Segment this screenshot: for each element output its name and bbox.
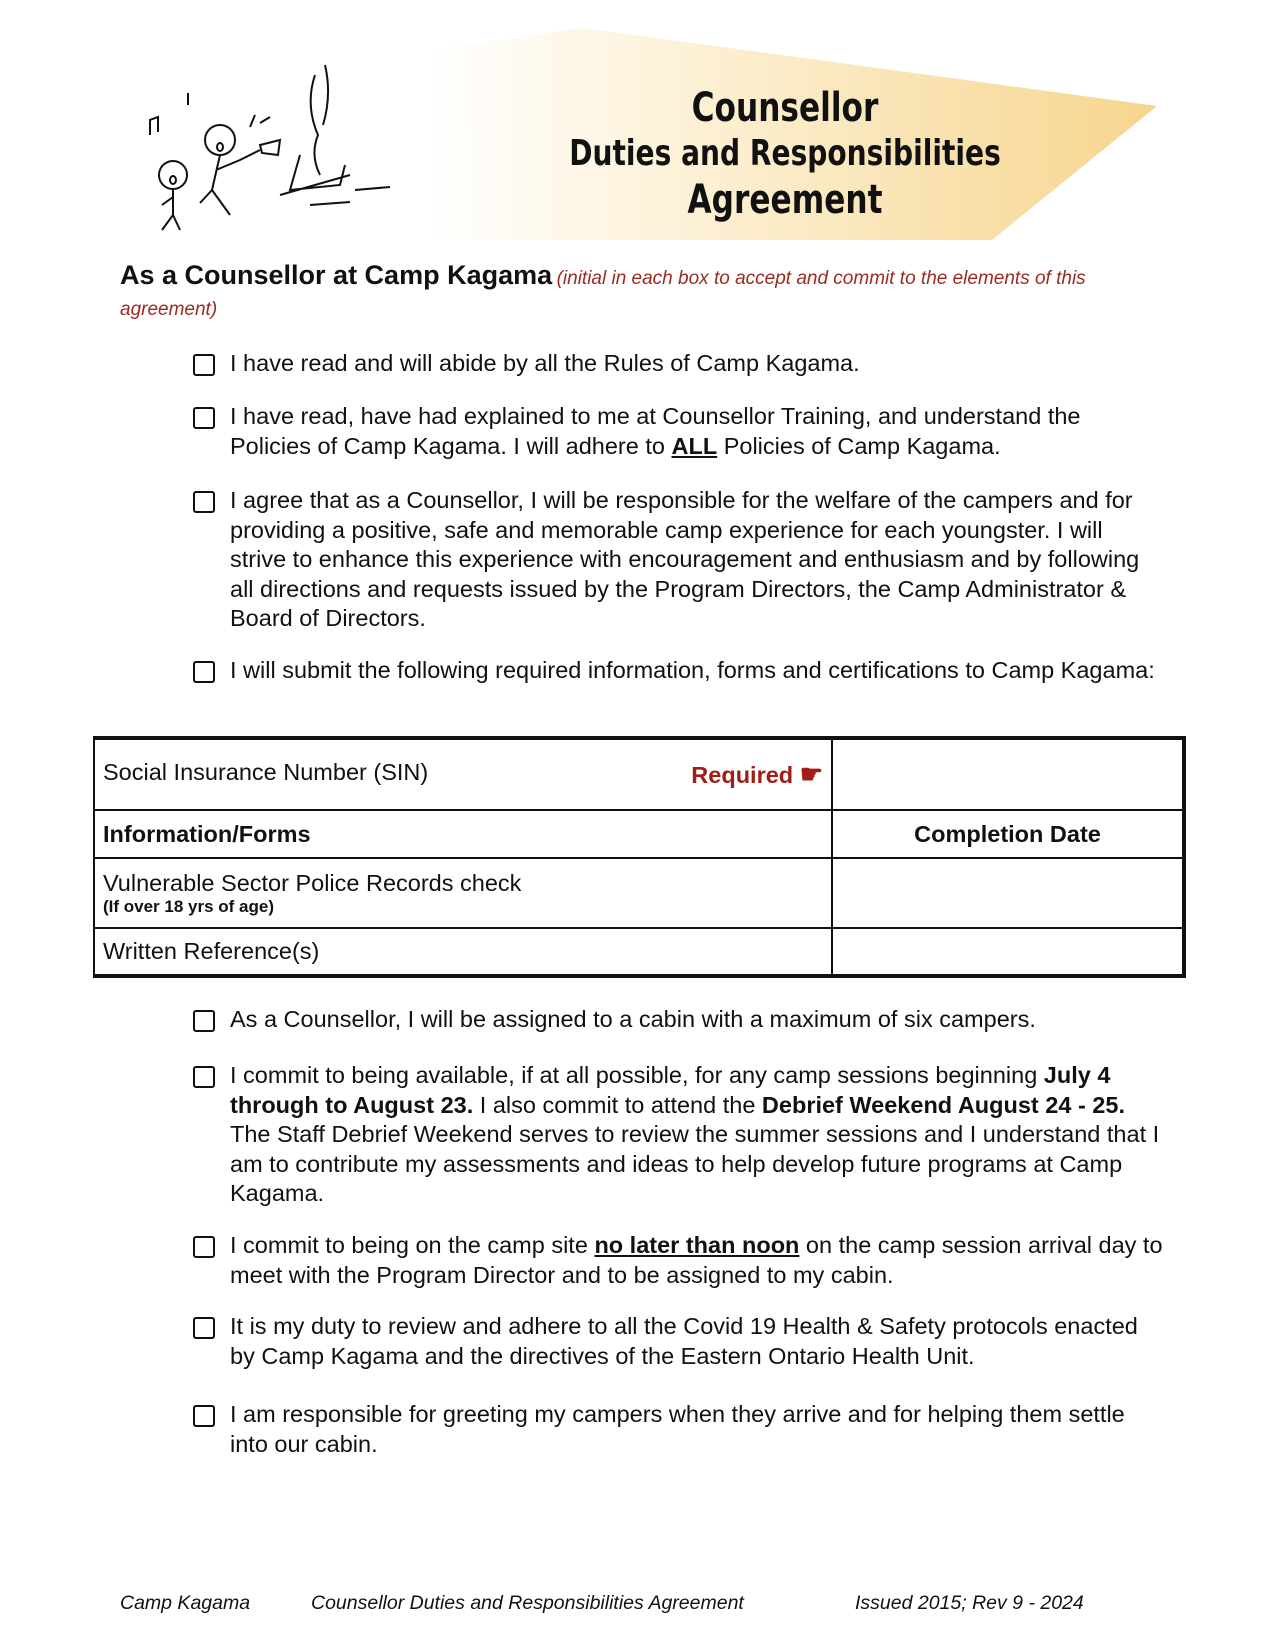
initial-checkbox[interactable] xyxy=(193,1236,215,1258)
initial-checkbox[interactable] xyxy=(193,1010,215,1032)
initial-checkbox[interactable] xyxy=(193,1066,215,1088)
agreement-item: I have read, have had explained to me at Counsellor Training, and understand the Policies of Camp Kagama. I will adhere to ALL Policies of Camp Kagama. xyxy=(193,402,1163,461)
initial-checkbox[interactable] xyxy=(193,407,215,429)
title-line-1: Counsellor xyxy=(691,85,879,131)
document-title xyxy=(563,85,1008,223)
initial-checkbox[interactable] xyxy=(193,661,215,683)
agreement-item: I agree that as a Counsellor, I will be responsible for the welfare of the campers and for providing a positive, safe and memorable camp experience for each youngster. I will strive to enhance this experience with encouragement and enthusiasm and by following all directions and requests issued by the Program Directors, the Camp Administrator & Board of Directors. xyxy=(193,486,1163,634)
sin-label: Social Insurance Number (SIN) xyxy=(103,759,429,785)
table-row: Written Reference(s) xyxy=(94,928,1184,976)
table-header-row xyxy=(94,810,1184,858)
agreement-item: I will submit the following required information, forms and certifications to Camp Kagama: xyxy=(193,656,1163,686)
agreement-item: I commit to being on the camp site no later than noon on the camp session arrival day to meet with the Program Director and to be assigned to my cabin. xyxy=(193,1231,1163,1290)
title-line-3: Agreement xyxy=(687,177,883,223)
required-forms-table xyxy=(93,736,1186,978)
footer-right: Issued 2015; Rev 9 - 2024 xyxy=(855,1592,1084,1614)
initial-checkbox[interactable] xyxy=(193,354,215,376)
initial-checkbox[interactable] xyxy=(193,491,215,513)
agreement-item: I am responsible for greeting my campers when they arrive and for helping them settle into our cabin. xyxy=(193,1400,1163,1459)
col-header-date: Completion Date xyxy=(832,810,1184,858)
footer-center: Counsellor Duties and Responsibilities Agreement xyxy=(311,1592,744,1614)
agreement-item: I have read and will abide by all the Rules of Camp Kagama. xyxy=(193,349,1163,379)
table-row: Vulnerable Sector Police Records check (If over 18 yrs of age) xyxy=(94,858,1184,928)
agreement-item: As a Counsellor, I will be assigned to a cabin with a maximum of six campers. xyxy=(193,1005,1163,1035)
title-line-2: Duties and Responsibilities xyxy=(569,133,1001,174)
sin-row xyxy=(94,738,1184,810)
section-heading xyxy=(120,260,1150,326)
footer-left: Camp Kagama xyxy=(120,1592,251,1614)
agreement-item: I commit to being available, if at all possible, for any camp sessions beginning July 4 through to August 23. I also commit to attend the Debrief Weekend August 24 - 25. The Staff Debrief Weekend serves to review the summer sessions and I understand that I am to contribute my assessments and ideas to help develop future programs at Camp Kagama. xyxy=(193,1061,1163,1209)
completion-date-input[interactable] xyxy=(832,858,1184,928)
heading-main: As a Counsellor at Camp Kagama xyxy=(120,260,553,290)
initial-checkbox[interactable] xyxy=(193,1405,215,1427)
pointing-hand-icon: ☛ xyxy=(799,759,823,789)
col-header-forms: Information/Forms xyxy=(94,810,832,858)
sin-input[interactable] xyxy=(832,738,1184,810)
required-label: Required ☛ xyxy=(691,759,823,789)
agreement-item: It is my duty to review and adhere to all the Covid 19 Health & Safety protocols enacted by Camp Kagama and the directives of the Eastern Ontario Health Unit. xyxy=(193,1312,1163,1371)
completion-date-input[interactable] xyxy=(832,928,1184,976)
campfire-illustration xyxy=(140,55,430,235)
heading-note: (initial in each box to accept and commit to the elements of this agreement) xyxy=(120,268,1086,320)
initial-checkbox[interactable] xyxy=(193,1317,215,1339)
